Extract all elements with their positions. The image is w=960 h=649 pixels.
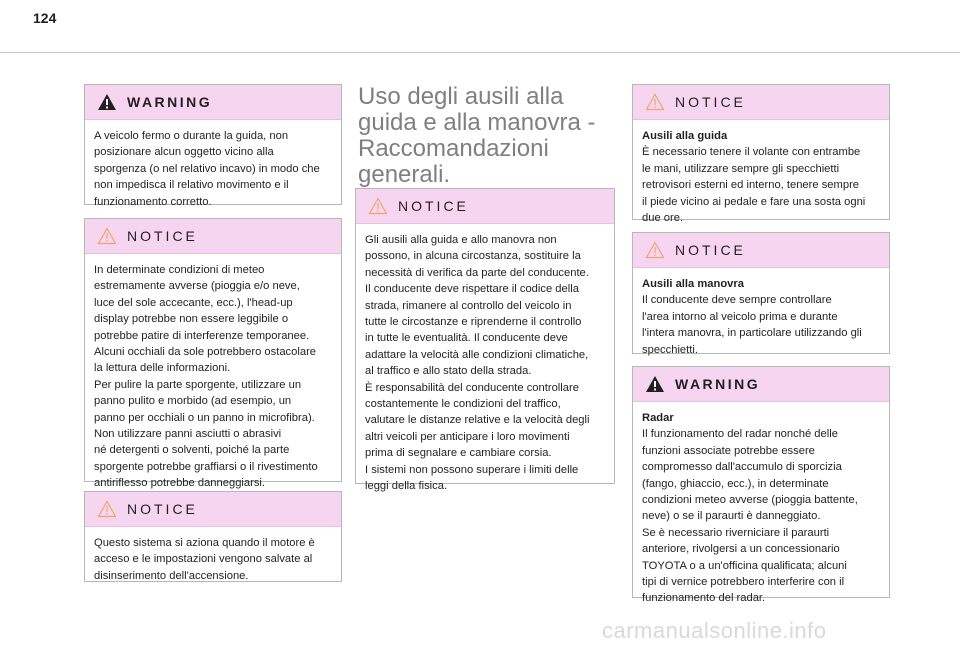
warning-triangle-icon xyxy=(645,375,665,393)
section-heading: Uso degli ausili alla guida e alla manovra - Raccomandazioni generali. xyxy=(358,83,596,188)
notice-title: NOTICE xyxy=(127,228,198,244)
notice-text: È necessario tenere il volante con entrambe le mani, utilizzare sempre gli specchietti retrovisori esterni ed interno, tenere sempre il piede vicino ai pedale e fare una sosta ogni due ore. xyxy=(642,146,866,225)
notice-text: In determinate condizioni di meteo estremamente avverse (pioggia e/o neve, luce del sole accecante, ecc.), l'head-up display potrebbe non essere leggibile o potrebbe patire di interferenze temporanee. Alcuni occhiali da sole potrebbero ostacolare la lettura delle informazioni. Per pulire la parte sporgente, utilizzare un panno pulito e morbido (ad esempio, un panno per occhiali o un panno in microfibra). Non utilizzare panni asciutti o abrasivi né detergenti o solventi, poiché la parte sporgente potrebbe graffiarsi o il rivestimento antiriflesso potrebbe danneggiarsi. xyxy=(94,264,318,490)
notice-triangle-icon xyxy=(645,241,665,259)
header-divider xyxy=(0,52,960,53)
warning-header xyxy=(85,85,341,120)
notice-box-right-2 xyxy=(632,232,890,354)
warning-text: Il funzionamento del radar nonché delle funzioni associate potrebbe essere compromesso dall'accumulo di sporcizia (fango, ghiaccio, ecc.), in determinate condizioni meteo avverse (pioggia battente, neve) o se il paraurti è danneggiato. Se è necessario riverniciare il paraurti anteriore, rivolgersi a un concessionario TOYOTA o a un'officina qualificata; alcuni tipi di vernice potrebbero interferire con il funzionamento del radar. xyxy=(642,428,858,605)
watermark: carmanualsonline.info xyxy=(602,618,827,643)
notice-body xyxy=(633,120,889,234)
notice-box-right-1 xyxy=(632,84,890,225)
notice-title: NOTICE xyxy=(398,198,469,214)
notice-body xyxy=(85,254,341,500)
warning-title: WARNING xyxy=(675,376,761,392)
notice-triangle-icon xyxy=(97,227,117,245)
notice-triangle-icon xyxy=(97,500,117,518)
notice-title: NOTICE xyxy=(675,242,746,258)
notice-header xyxy=(85,219,341,254)
notice-title: NOTICE xyxy=(127,501,198,517)
notice-header xyxy=(356,189,614,224)
notice-title: NOTICE xyxy=(675,94,746,110)
notice-header xyxy=(85,492,341,527)
notice-text: Il conducente deve sempre controllare l'area intorno al veicolo prima e durante l'intera manovra, in particolare utilizzando gli specchietti. xyxy=(642,294,862,356)
warning-header xyxy=(633,367,889,402)
notice-triangle-icon xyxy=(368,197,388,215)
page-number: 124 xyxy=(33,10,57,26)
warning-body xyxy=(85,120,341,218)
notice-body xyxy=(633,268,889,366)
warning-triangle-icon xyxy=(97,93,117,111)
warning-title: WARNING xyxy=(127,94,213,110)
warning-body xyxy=(633,402,889,615)
notice-body xyxy=(85,527,341,592)
notice-subtitle: Ausili alla guida xyxy=(642,130,728,142)
notice-box-left-2 xyxy=(84,491,342,582)
notice-box-middle xyxy=(355,188,615,493)
notice-text: Gli ausili alla guida e allo manovra non possono, in alcuna circostanza, sostituire la necessità di verifica da parte del conducente. Il conducente deve rispettare il codice della strada, rimanere al controllo del veicolo in tutte le circostanze e riprenderne il controllo in tutte le eventualità. Il conducente deve adattare la velocità alle condizioni climatiche, al traffico e allo stato della strada. È responsabilità del conducente controllare costantemente le condizioni del traffico, valutare le distanze relative e la velocità degli altri veicoli per anticipare i loro movimenti prima di segnalare e cambiare corsia. I sistemi non possono superare i limiti delle leggi della fisica. xyxy=(365,234,590,493)
notice-header xyxy=(633,85,889,120)
notice-box-left-1 xyxy=(84,218,342,490)
notice-header xyxy=(633,233,889,268)
warning-subtitle: Radar xyxy=(642,412,674,424)
warning-box-right xyxy=(632,366,890,605)
warning-text: A veicolo fermo o durante la guida, non posizionare alcun oggetto vicino alla sporgenza (o nel relativo incavo) in modo che non impedisca il relativo movimento e il funzionamento corretto. xyxy=(94,130,320,208)
notice-triangle-icon xyxy=(645,93,665,111)
notice-body xyxy=(356,224,614,503)
notice-subtitle: Ausili alla manovra xyxy=(642,278,744,290)
notice-text: Questo sistema si aziona quando il motore è acceso e le impostazioni vengono salvate al disinserimento dell'accensione. xyxy=(94,537,315,582)
warning-box-left xyxy=(84,84,342,208)
